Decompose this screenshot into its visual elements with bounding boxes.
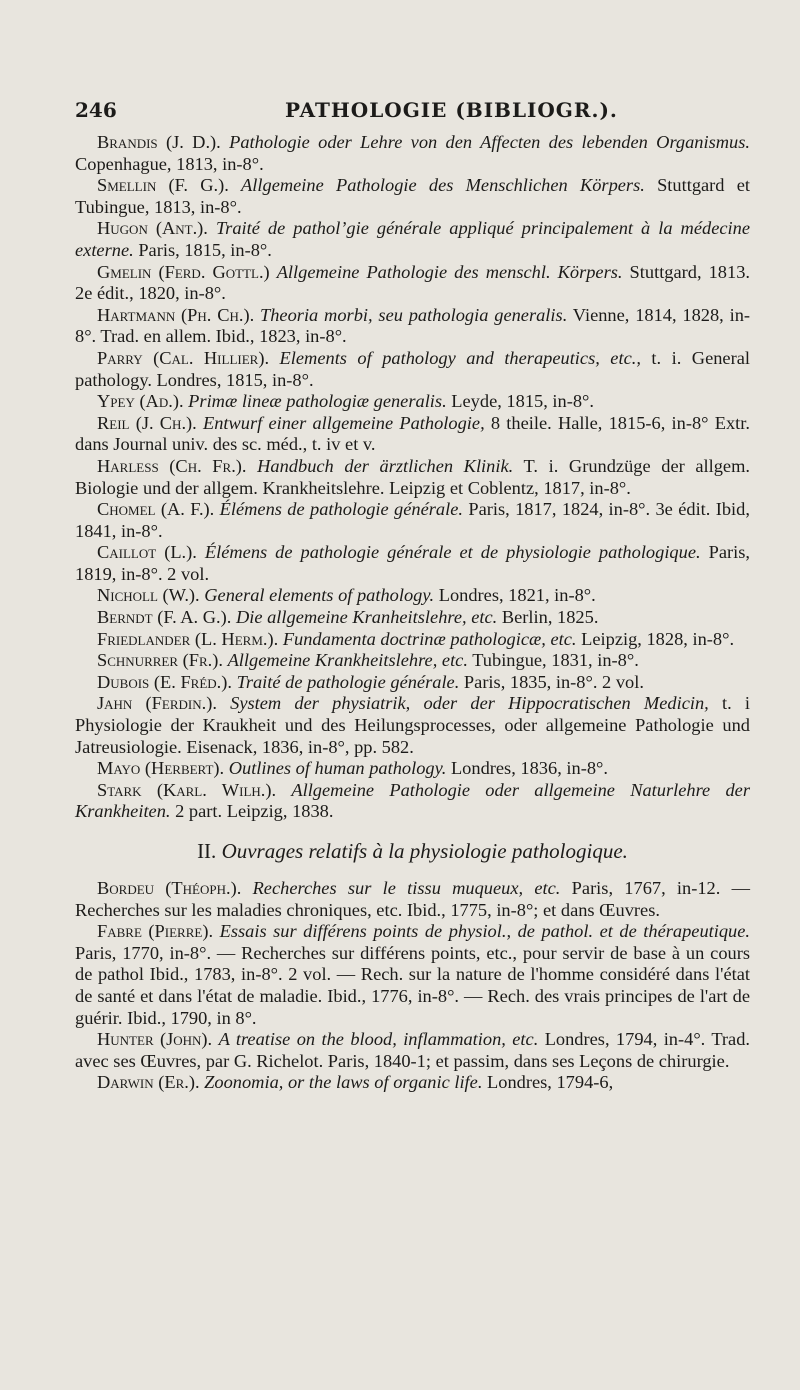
entry-title: Traité de pathologie générale. [236, 671, 460, 692]
entry-publication: Leyde, 1815, in-8°. [451, 391, 594, 412]
bibliography-entry [75, 542, 750, 585]
entry-publication: Leipzig, 1828, in-8°. [581, 628, 735, 649]
entry-publication: 2 part. Leipzig, 1838. [175, 801, 334, 822]
entry-publication: Paris, 1817, 1824, in-8°. 3e édit. Ibid, 1841, in-8°. [75, 499, 750, 541]
section-title: Ouvrages relatifs à la physiologie pathologique. [221, 839, 628, 863]
bibliography-entry [75, 413, 750, 456]
entry-publication: t. i. General pathology. Londres, 1815, in-8°. [75, 347, 750, 390]
entry-author: Brandis (J. D.). [97, 132, 221, 152]
entry-publication: Paris, 1815, in-8°. [138, 239, 272, 260]
bibliography-entry [75, 499, 750, 542]
entry-author: Stark (Karl. Wilh.). [97, 779, 277, 800]
entry-author: Hugon (Ant.). [97, 218, 208, 239]
entry-author: Smellin (F. G.). [97, 175, 229, 196]
entry-publication: Paris, 1770, in-8°. — Recherches sur différens points, etc., pour servir de base à un cours de pathol Ibid., 1783, in-8°. 2 vol. — Rech. sur la nature de l'homme considéré dans l'état de santé et dans l'état de maladie. Ibid., 1776, in-8°. — Rech. des vrais principes de l'art de guérir. Ibid., 1790, in 8°. [75, 942, 750, 1028]
page-header [75, 98, 750, 122]
entry-publication: Londres, 1836, in-8°. [450, 758, 608, 779]
entry-author: Schnurrer (Fr.). [97, 650, 223, 671]
entry-title: Outlines of human pathology. [228, 758, 447, 779]
bibliography-entry [75, 1072, 750, 1094]
entry-publication: Londres, 1794, in-4°. Trad. avec ses Œuvres, par G. Richelot. Paris, 1840-1; et passim, dans ses Leçons de chirurgie. [75, 1029, 750, 1071]
entry-title: Elements of pathology and therapeutics, etc., [279, 347, 641, 368]
bibliography-entry [75, 348, 750, 391]
entry-title: Handbuch der ärztlichen Klinik. [257, 455, 514, 476]
entry-publication: Paris, 1835, in-8°. 2 vol. [463, 671, 644, 692]
entry-title: Allgemeine Pathologie oder allgemeine Naturlehre der Krankheiten. [75, 779, 750, 822]
bibliography-entry [75, 132, 750, 175]
entry-author: Berndt (F. A. G.). [97, 607, 232, 628]
entry-author: Friedlander (L. Herm.). [97, 628, 279, 649]
entry-title: Primæ lineæ pathologiæ generalis. [188, 391, 447, 412]
bibliography-list-physiology [75, 878, 750, 1094]
entry-author: Harless (Ch. Fr.). [97, 455, 247, 476]
entry-author: Caillot (L.). [97, 542, 197, 563]
entry-author: Gmelin (Ferd. Gottl.) [97, 261, 270, 282]
entry-publication: Vienne, 1814, 1828, in-8°. Trad. en allem. Ibid., 1823, in-8°. [75, 304, 751, 347]
entry-title: General elements of pathology. [204, 585, 435, 606]
bibliography-entry [75, 607, 750, 629]
entry-publication: Paris, 1767, in-12. — Recherches sur les maladies chroniques, etc. Ibid., 1775, in-8°; et dans Œuvres. [75, 878, 750, 920]
entry-publication: T. i. Grundzüge der allgem. Biologie und der allgem. Krankheitslehre. Leipzig et Coblentz, 1817, in-8°. [75, 455, 751, 498]
entry-title: Pathologie oder Lehre von den Affecten des lebenden Organismus. [229, 132, 751, 152]
entry-author: Mayo (Herbert). [97, 758, 225, 779]
section-number: II. [197, 839, 217, 863]
entry-author: Dubois (E. Fréd.). [97, 671, 232, 692]
entry-title: Recherches sur le tissu muqueux, etc. [252, 878, 561, 898]
bibliography-entry [75, 391, 750, 413]
bibliography-entry [75, 650, 750, 672]
entry-publication: Londres, 1794-6, [487, 1072, 614, 1093]
entry-title: System der physiatrik, oder der Hippocratischen Medicin, [230, 693, 709, 714]
entry-author: Chomel (A. F.). [97, 499, 215, 520]
entry-title: A treatise on the blood, inflammation, etc. [218, 1029, 539, 1050]
entry-author: Fabre (Pierre). [97, 921, 214, 942]
entry-author: Parry (Cal. Hillier). [97, 347, 270, 368]
bibliography-entry [75, 758, 750, 780]
entry-publication: 8 theile. Halle, 1815-6, in-8° Extr. dans Journal univ. des sc. méd., t. iv et v. [75, 412, 750, 455]
bibliography-entry [75, 262, 750, 305]
entry-author: Hunter (John). [97, 1029, 213, 1050]
bibliography-entry [75, 672, 750, 694]
bibliography-entry [75, 585, 750, 607]
entry-title: Essais sur différens points de physiol., de pathol. et de thérapeutique. [219, 921, 751, 942]
entry-title: Fundamenta doctrinæ pathologicæ, etc. [282, 628, 577, 649]
entry-author: Ypey (Ad.). [97, 391, 184, 412]
entry-author: Hartmann (Ph. Ch.). [97, 304, 255, 325]
page-number: 246 [75, 98, 117, 122]
entry-author: Jahn (Ferdin.). [97, 693, 217, 714]
bibliography-entry [75, 305, 750, 348]
entry-publication: Stuttgard, 1813. 2e édit., 1820, in-8°. [75, 261, 750, 304]
bibliography-entry [75, 629, 750, 651]
entry-publication: Stuttgard et Tubingue, 1813, in-8°. [75, 175, 750, 217]
entry-title: Traité de patholʼgie générale appliqué principalement à la médecine externe. [75, 218, 750, 260]
entry-title: Theoria morbi, seu pathologia generalis. [260, 304, 568, 325]
bibliography-entry [75, 1029, 750, 1072]
bibliography-entry [75, 878, 750, 921]
bibliography-entry [75, 693, 750, 758]
entry-publication: Berlin, 1825. [501, 607, 599, 628]
section-heading [75, 839, 750, 864]
entry-author: Nicholl (W.). [97, 585, 200, 606]
entry-title: Entwurf einer allgemeine Pathologie, [202, 412, 485, 433]
bibliography-entry [75, 218, 750, 261]
entry-publication: t. i Physiologie der Kraukheit und des Heilungsprocesses, oder allgemeine Pathologie und Jatreusiologie. Eisenack, 1836, in-8°, pp. 582. [75, 693, 751, 757]
entry-title: Élémens de pathologie générale. [219, 499, 463, 520]
entry-title: Zoonomia, or the laws of organic life. [204, 1072, 483, 1093]
entry-publication: Tubingue, 1831, in-8°. [472, 650, 639, 671]
entry-title: Allgemeine Krankheitslehre, etc. [227, 650, 468, 671]
bibliography-entry [75, 175, 750, 218]
entry-title: Élémens de pathologie générale et de physiologie pathologique. [204, 542, 701, 563]
bibliography-entry [75, 780, 750, 823]
bibliography-entry [75, 921, 750, 1029]
bibliography-entry [75, 456, 750, 499]
running-title: PATHOLOGIE (BIBLIOGR.). [285, 98, 618, 122]
entry-publication: Londres, 1821, in-8°. [438, 585, 596, 606]
bibliography-list [75, 132, 750, 823]
entry-title: Die allgemeine Kranheitslehre, etc. [235, 607, 498, 628]
entry-publication: Paris, 1819, in-8°. 2 vol. [75, 542, 750, 584]
entry-author: Darwin (Er.). [97, 1072, 200, 1093]
entry-publication: Copenhague, 1813, in-8°. [75, 153, 264, 174]
entry-author: Bordeu (Théoph.). [97, 878, 242, 898]
entry-title: Allgemeine Pathologie des menschl. Körpers. [276, 261, 623, 282]
entry-title: Allgemeine Pathologie des Menschlichen Körpers. [241, 175, 645, 196]
entry-author: Reil (J. Ch.). [97, 412, 197, 433]
